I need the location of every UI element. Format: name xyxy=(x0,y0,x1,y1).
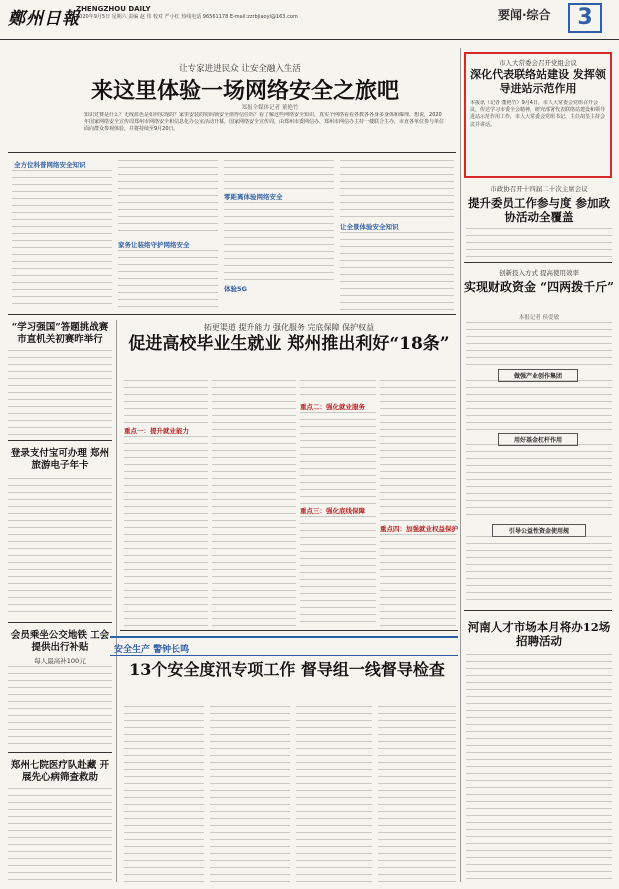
left-story3-subtitle: 每人最高补100元 xyxy=(34,657,86,665)
lead-body-col4b xyxy=(340,232,454,312)
divider xyxy=(8,152,456,153)
divider xyxy=(464,262,612,263)
lead-kicker: 让专家进进民众 让安全融入生活 xyxy=(179,64,301,74)
left-story4-body xyxy=(8,788,112,882)
left-story2-title: 登录支付宝可办理 郑州旅游电子年卡 xyxy=(10,448,110,471)
lead-sub-4: 让全景体验安全知识 xyxy=(340,223,399,231)
page-number: 3 xyxy=(568,3,602,33)
safety-banner xyxy=(110,636,458,656)
publication-line: 2020年9月5日 星期六 责编 赵 伟 校对 严小红 热线电话 96561178 E-mail:zzrbjiaoyi@163.com xyxy=(76,14,298,20)
newspaper-logo-en: ZHENGZHOU DAILY xyxy=(76,5,151,13)
center-sub-2: 重点二：强化就业服务 xyxy=(300,403,365,411)
highlight-kicker: 市人大常委会召开党组会议 xyxy=(499,59,577,67)
right-story1-title: 提升委员工作参与度 参加政协活动全覆盖 xyxy=(467,196,610,224)
column-rule xyxy=(116,320,117,882)
masthead xyxy=(0,0,619,40)
lead-body-col2b xyxy=(118,250,218,310)
newspaper-logo: 鄭州日報 xyxy=(8,9,80,29)
left-story3-body xyxy=(8,666,112,748)
lead-body-col4 xyxy=(340,160,454,220)
lead-headline: 来这里体验一场网络安全之旅吧 xyxy=(90,78,399,104)
right-story3-title: 河南人才市场本月将办12场招聘活动 xyxy=(467,620,611,648)
right-story2-kicker: 创新投入方式 提高使用效率 xyxy=(498,269,580,277)
center-sub-1: 重点一：提升就业能力 xyxy=(124,427,189,435)
divider xyxy=(8,752,112,753)
safety-body-col1 xyxy=(124,706,204,882)
lead-sub-5: 体验5G xyxy=(224,285,247,293)
safety-body-col2 xyxy=(210,706,290,882)
right-story3-body xyxy=(466,654,612,882)
lead-body-col3b xyxy=(224,202,334,282)
left-story3-title: 会员乘坐公交地铁 工会提供出行补贴 xyxy=(10,630,110,653)
right-subhead-2: 用好基金杠杆作用 xyxy=(498,433,578,446)
center-body-col1b xyxy=(124,436,208,628)
lead-body-col1 xyxy=(12,170,112,310)
highlight-body: 本报讯（记者 董艳竹）9月4日，市人大常委会党组召开会议，传达学习市委全会精神，研究部署代表联络站建设和领导进站示范作用工作，市人大常委会党组书记、主任胡荃主持会议并讲话。 xyxy=(470,100,606,128)
center-kicker: 拓更渠道 提升能力 强化服务 完底保障 保护权益 xyxy=(203,323,375,332)
center-sub-4: 重点四：加强就业权益保护 xyxy=(380,525,458,533)
right-story2-body3 xyxy=(466,444,612,520)
divider xyxy=(8,622,112,623)
center-body-col3b xyxy=(300,412,376,504)
safety-banner-label: 安全生产 警钟长鸣 xyxy=(114,645,190,655)
right-story1-kicker: 市政协召开十四届二十次主席会议 xyxy=(490,185,588,193)
center-sub-3: 重点三：强化底线保障 xyxy=(300,507,365,515)
divider xyxy=(8,440,112,441)
divider xyxy=(8,314,456,315)
center-body-col2 xyxy=(212,380,296,628)
right-story2-body4 xyxy=(466,536,612,606)
divider xyxy=(464,610,612,611)
right-subhead-1: 做强产业创作集团 xyxy=(498,369,578,382)
lead-body-col2 xyxy=(118,160,218,236)
center-body-col3 xyxy=(300,380,376,400)
right-story2-title: 实现财政资金 “四两拨千斤” xyxy=(464,280,614,294)
divider xyxy=(120,630,458,631)
center-body-col3c xyxy=(300,516,376,628)
right-story1-body xyxy=(466,228,612,260)
lead-sub-1: 全方位科普网络安全知识 xyxy=(14,161,86,169)
left-story4-title: 郑州七院医疗队赴藏 开展先心病筛查救助 xyxy=(10,760,110,783)
highlight-title: 深化代表联络站建设 发挥领导进站示范作用 xyxy=(470,68,606,95)
right-story2-byline: 本报记者 侯爱敏 xyxy=(518,315,560,321)
right-subhead-3: 引导公益性资金使用规 xyxy=(492,524,586,537)
safety-body-col3 xyxy=(296,706,372,882)
center-body-col4 xyxy=(380,380,456,522)
safety-body-col4 xyxy=(378,706,456,882)
lead-byline: 郑报全媒体记者 董艳竹 xyxy=(241,105,299,111)
lead-sub-2: 零距离体验网络安全 xyxy=(224,193,283,201)
lead-intro: 知识竞赛是什么？无线蓝色是如何实现的？家里安装的密码锁安全值得信任吗？看了解这些网络安全知识，真实个网络看看各教各各身多身体和爆理、想说，2020年国家网络安全宣传周郑州市网络安全和信息化办公室活动开幕，国家网络安全宣传周，由郑州市委网信办、郑州市网信办主持一楼联合主办，市直各单位参与单位面向群众参观体验，并将持续至9月20日。 xyxy=(84,112,444,133)
left-story1-body xyxy=(8,350,112,436)
safety-title: 13个安全度汛专项工作 督导组一线督导检查 xyxy=(129,660,445,679)
lead-sub-3: 家务让装络守护网络安全 xyxy=(118,241,190,249)
left-story2-body xyxy=(8,478,112,618)
left-story1-title: “学习强国”答题挑战赛 市直机关初赛昨举行 xyxy=(11,322,109,345)
right-story2-body xyxy=(466,322,612,366)
center-body-col4b xyxy=(380,534,456,628)
highlighted-story-box xyxy=(464,52,612,178)
section-tag: 要闻·综合 xyxy=(498,8,551,22)
center-body-col1 xyxy=(124,380,208,424)
lead-body-col3 xyxy=(224,160,334,190)
column-rule xyxy=(460,48,461,882)
center-title: 促进高校毕业生就业 郑州推出利好“18条” xyxy=(128,334,450,354)
right-story2-body2 xyxy=(466,380,612,430)
